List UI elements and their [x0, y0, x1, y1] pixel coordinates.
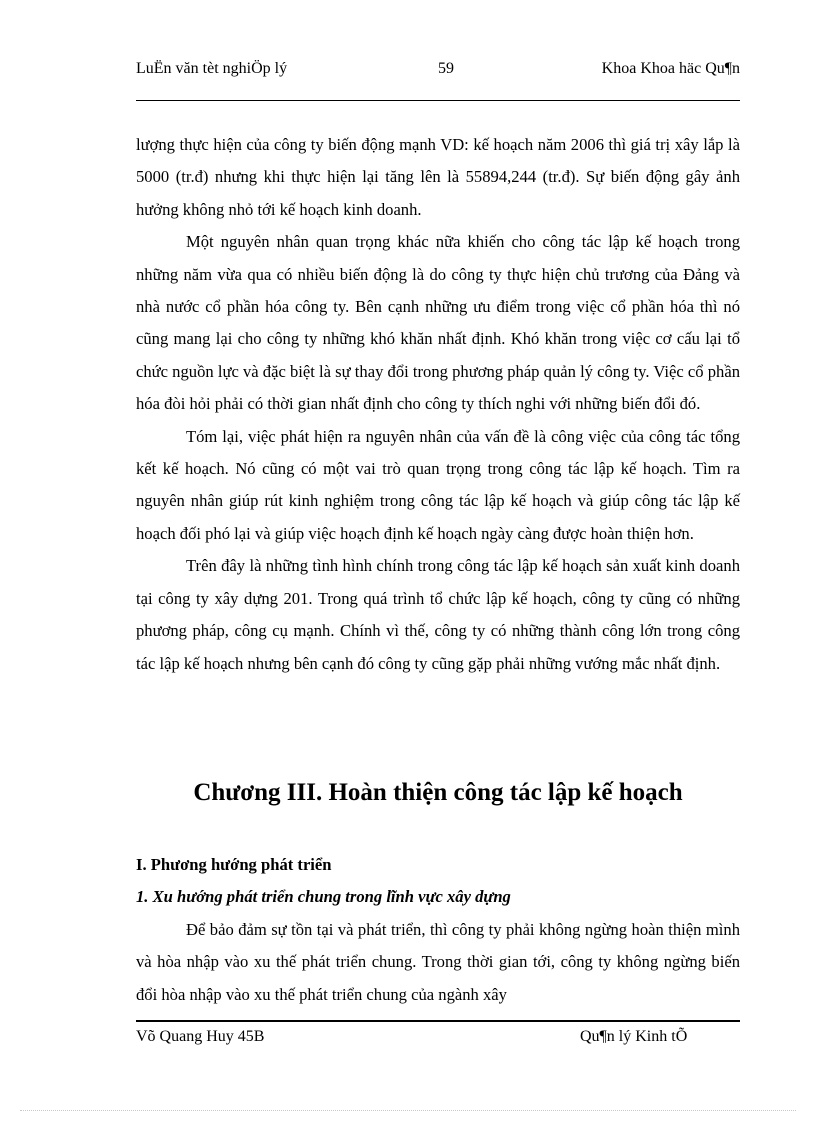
header-thesis-label: LuËn văn tèt nghiÖp lý — [136, 60, 288, 77]
page-header — [136, 56, 740, 101]
footer-department: Qu¶n lý Kinh tÕ — [580, 1028, 688, 1045]
paragraph: Tóm lại, việc phát hiện ra nguyên nhân của vấn đề là công việc của công tác tổng kết kế hoạch. Nó cũng có một vai trò quan trọng trong công tác lập kế hoạch. Tìm ra nguyên nhân giúp rút kinh nghiệm trong công tác lập kế hoạch và giúp công tác lập kế hoạch đối phó lại và giúp việc hoạch định kế hoạch ngày càng được hoàn thiện hơn. — [136, 426, 740, 543]
section-title: I. Phương hướng phát triển — [136, 855, 332, 874]
paragraph: Một nguyên nhân quan trọng khác nữa khiến cho công tác lập kế hoạch trong những năm vừa qua có nhiều biến động là do công ty thực hiện chủ trương của Đảng và nhà nước cổ phần hóa công ty. Bên cạnh những ưu điểm trong việc cổ phần hóa thì nó cũng mang lại cho công ty những khó khăn nhất định. Khó khăn trong việc cơ cấu lại tổ chức nguồn lực và đặc biệt là sự thay đổi trong phương pháp quản lý công ty. Việc cổ phần hóa đòi hỏi phải có thời gian nhất định cho công ty thích nghi với những biến đổi đó. — [136, 232, 740, 414]
chapter-title: Chương III. Hoàn thiện công tác lập kế hoạch — [193, 779, 683, 806]
paragraph: Để bảo đảm sự tồn tại và phát triển, thì công ty phải không ngừng hoàn thiện mình và hòa nhập vào xu thế phát triển chung. Trong thời gian tới, công ty không ngừng biến đổi hòa nhập vào xu thế phát triển chung của ngành xây — [136, 920, 740, 1004]
page-boundary-divider — [20, 1110, 796, 1111]
body-text — [136, 129, 740, 680]
footer-author: Võ Quang Huy 45B — [136, 1028, 265, 1045]
page-footer — [136, 1020, 740, 1072]
paragraph-continuation: lượng thực hiện của công ty biến động mạnh VD: kế hoạch năm 2006 thì giá trị xây lắp là 5000 (tr.đ) nhưng khi thực hiện lại tăng lên là 55894,244 (tr.đ). Sự biến động gây ảnh hưởng không nhỏ tới kế hoạch kinh doanh. — [136, 135, 740, 219]
header-faculty-label: Khoa Khoa häc Qu¶n — [601, 60, 740, 77]
paragraph: Trên đây là những tình hình chính trong công tác lập kế hoạch sản xuất kinh doanh tại công ty xây dựng 201. Trong quá trình tổ chức lập kế hoạch, công ty cũng có những phương pháp, công cụ mạnh. Chính vì thế, công ty có những thành công lớn trong công tác lập kế hoạch nhưng bên cạnh đó công ty cũng gặp phải những vướng mắc nhất định. — [136, 556, 740, 673]
page-number: 59 — [438, 60, 454, 77]
subsection-title: 1. Xu hướng phát triển chung trong lĩnh vực xây dựng — [136, 887, 511, 906]
body-text-section — [136, 914, 740, 1011]
